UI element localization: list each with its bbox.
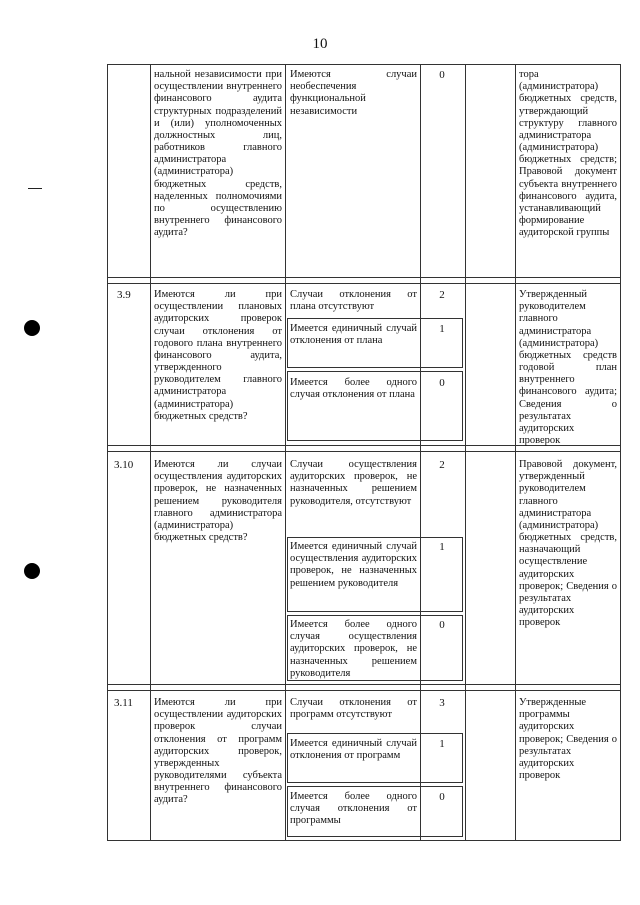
row-option-text: Имеется единичный случай отклонения от программ <box>290 738 417 762</box>
row-question: Имеются ли при осуществлении плановых аудиторских проверок случаи отклонения от годового плана внутреннего финансового аудита, утвержденного руководителем главного администратора (администратора) бюджетных средств? <box>154 289 282 422</box>
row-option-score: 0 <box>439 69 445 81</box>
row-number: 3.10 <box>114 459 134 471</box>
punch-hole-top <box>24 320 40 336</box>
row-option-text: Имеется более одного случая отклонения от плана <box>290 377 417 401</box>
row-option-text: Случаи отклонения от плана отсутствуют <box>290 289 417 313</box>
row-question: Имеются ли случаи осуществления аудиторских проверок, не назначенных решением руководителя главного администратора (администратора) бюджетных средств? <box>154 459 282 544</box>
row-documents: Правовой документ, утвержденный руководителем главного администратора (администратора) бюджетных средств, назначающий осуществление аудиторских проверок; Сведения о результатах аудиторских проверок <box>519 459 617 629</box>
row-question: Имеются ли при осуществлении аудиторских проверок случаи отклонения от программ аудиторских проверок, утвержденных руководителями субъекта внутреннего финансового аудита? <box>154 697 282 806</box>
row-option-score: 1 <box>439 738 445 750</box>
row-option-text: Случаи отклонения от программ отсутствуют <box>290 697 417 721</box>
row-option-score: 0 <box>439 619 445 631</box>
row-option-score: 0 <box>439 377 445 389</box>
row-number: 3.11 <box>114 697 133 709</box>
row-option-score: 2 <box>439 459 445 471</box>
row-option-text: Случаи осуществления аудиторских проверок, не назначенных решением руководителя, отсутствуют <box>290 459 417 507</box>
punch-hole-bottom <box>24 563 40 579</box>
row-documents: Утвержденный руководителем главного администратора (администратора) бюджетных средств годовой план внутреннего финансового аудита; Сведения о результатах аудиторских проверок <box>519 289 617 447</box>
page-number: 10 <box>312 36 328 52</box>
row-option-score: 1 <box>439 541 445 553</box>
row-option-text: Имеется единичный случай осуществления аудиторских проверок, не назначенных решением руководителя <box>290 541 417 589</box>
scan-mark <box>28 188 42 189</box>
row-option-text: Имеется единичный случай отклонения от плана <box>290 323 417 347</box>
row-option-score: 1 <box>439 323 445 335</box>
row-option-score: 0 <box>439 791 445 803</box>
row-option-text: Имеется более одного случая осуществления аудиторских проверок, не назначенных решением руководителя <box>290 619 417 679</box>
row-question: нальной независимости при осуществлении внутреннего финансового аудита структурных подразделений и (или) уполномоченных должностных лиц, работников главного администратора (администратора) бюджетных средств, наделенных полномочиями по осуществлению внутреннего финансового аудита? <box>154 69 282 239</box>
row-number: 3.9 <box>117 289 131 301</box>
row-option-text: Имеется более одного случая отклонения от программы <box>290 791 417 827</box>
row-documents: Утвержденные программы аудиторских проверок; Сведения о результатах аудиторских проверок <box>519 697 617 782</box>
row-documents: тора (администратора) бюджетных средств, утверждающий структуру главного администратора (администратора) бюджетных средств; Правовой документ субъекта внутреннего финансового аудита, устанавливающий формирование аудиторской группы <box>519 69 617 239</box>
row-option-score: 3 <box>439 697 445 709</box>
row-option-text: Имеются случаи необеспечения функциональной независимости <box>290 69 417 117</box>
row-option-score: 2 <box>439 289 445 301</box>
